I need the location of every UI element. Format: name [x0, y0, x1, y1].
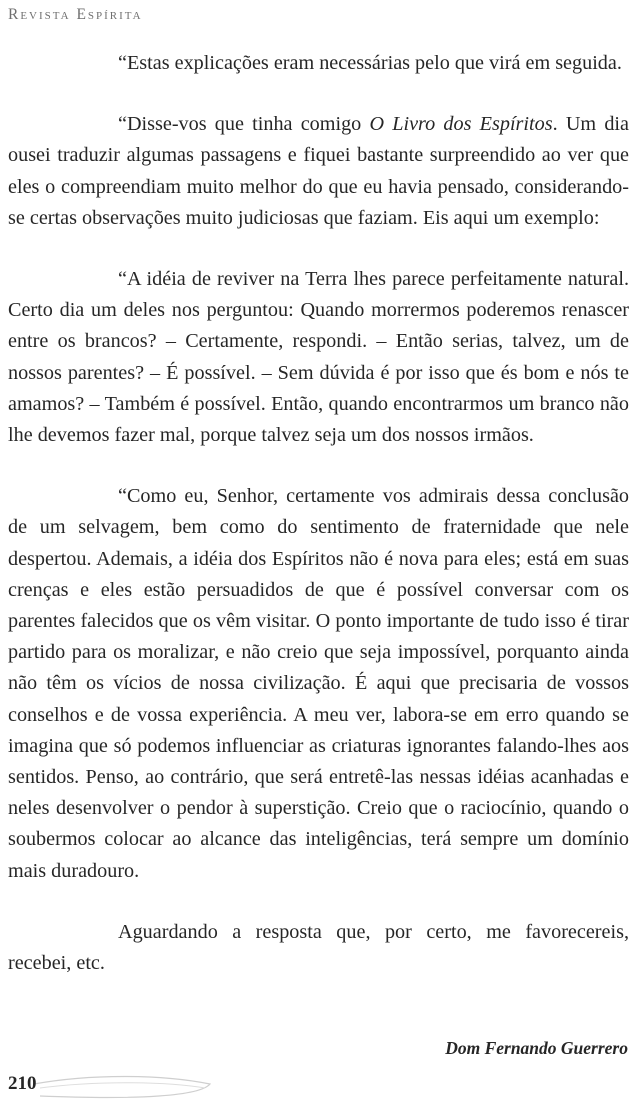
- paragraph-2-rest: . Um dia ousei traduzir algumas passagens e fiquei bastante surpreendido ao ver que eles o compreendiam muito melhor do que eu havia pensado, considerando-se certas observações muito judiciosas que faziam. Eis aqui um exemplo:: [8, 113, 629, 229]
- book-title: O Livro dos Espíritos: [369, 113, 553, 136]
- signature: Dom Fernando Guerrero: [445, 1038, 628, 1058]
- paragraph-1: “Estas explicações eram necessárias pelo que virá em seguida.: [118, 52, 622, 74]
- page-number: 210: [8, 1073, 37, 1094]
- running-head: Revista Espírita: [8, 6, 143, 23]
- paragraph-2: [8, 109, 629, 234]
- paragraph-2-lead: “Disse-vos que tinha comigo: [118, 113, 370, 136]
- paragraph-4: “Como eu, Senhor, certamente vos admirais dessa conclusão de um selvagem, bem como do sentimento de fraternidade que nele despertou. Ademais, a idéia dos Espíritos não é nova para eles; está em suas crenças e eles estão persuadidos de que é possível conversar com os parentes falecidos que os vêm visitar. O ponto importante de tudo isso é tirar partido para os moralizar, e não creio que seja impossível, porquanto ainda não têm os vícios de nossa civilização. É aqui que precisaria de vossos conselhos e de vossa experiência. A meu ver, labora-se em erro quando se imagina que só podemos influenciar as criaturas ignorantes falando-lhes aos sentidos. Penso, ao contrário, que será entretê-las nessas idéias acanhadas e neles desenvolver o pendor à superstição. Creio que o raciocínio, quando o soubermos colocar ao alcance das inteligências, terá sempre um domínio mais duradouro.: [8, 485, 629, 882]
- letter-body: [8, 48, 629, 1009]
- paragraph-3: “A idéia de reviver na Terra lhes parece perfeitamente natural. Certo dia um deles nos perguntou: Quando morrermos poderemos renascer entre os brancos? – Certamente, respondi. – Então serias, talvez, um de nossos parentes? – É possível. – Sem dúvida é por isso que és bom e nós te amamos? – Também é possível. Então, quando encontrarmos um branco não lhe devemos fazer mal, porque talvez seja um dos nossos irmãos.: [8, 268, 629, 447]
- paragraph-5: Aguardando a resposta que, por certo, me favorecereis, recebei, etc.: [8, 920, 629, 975]
